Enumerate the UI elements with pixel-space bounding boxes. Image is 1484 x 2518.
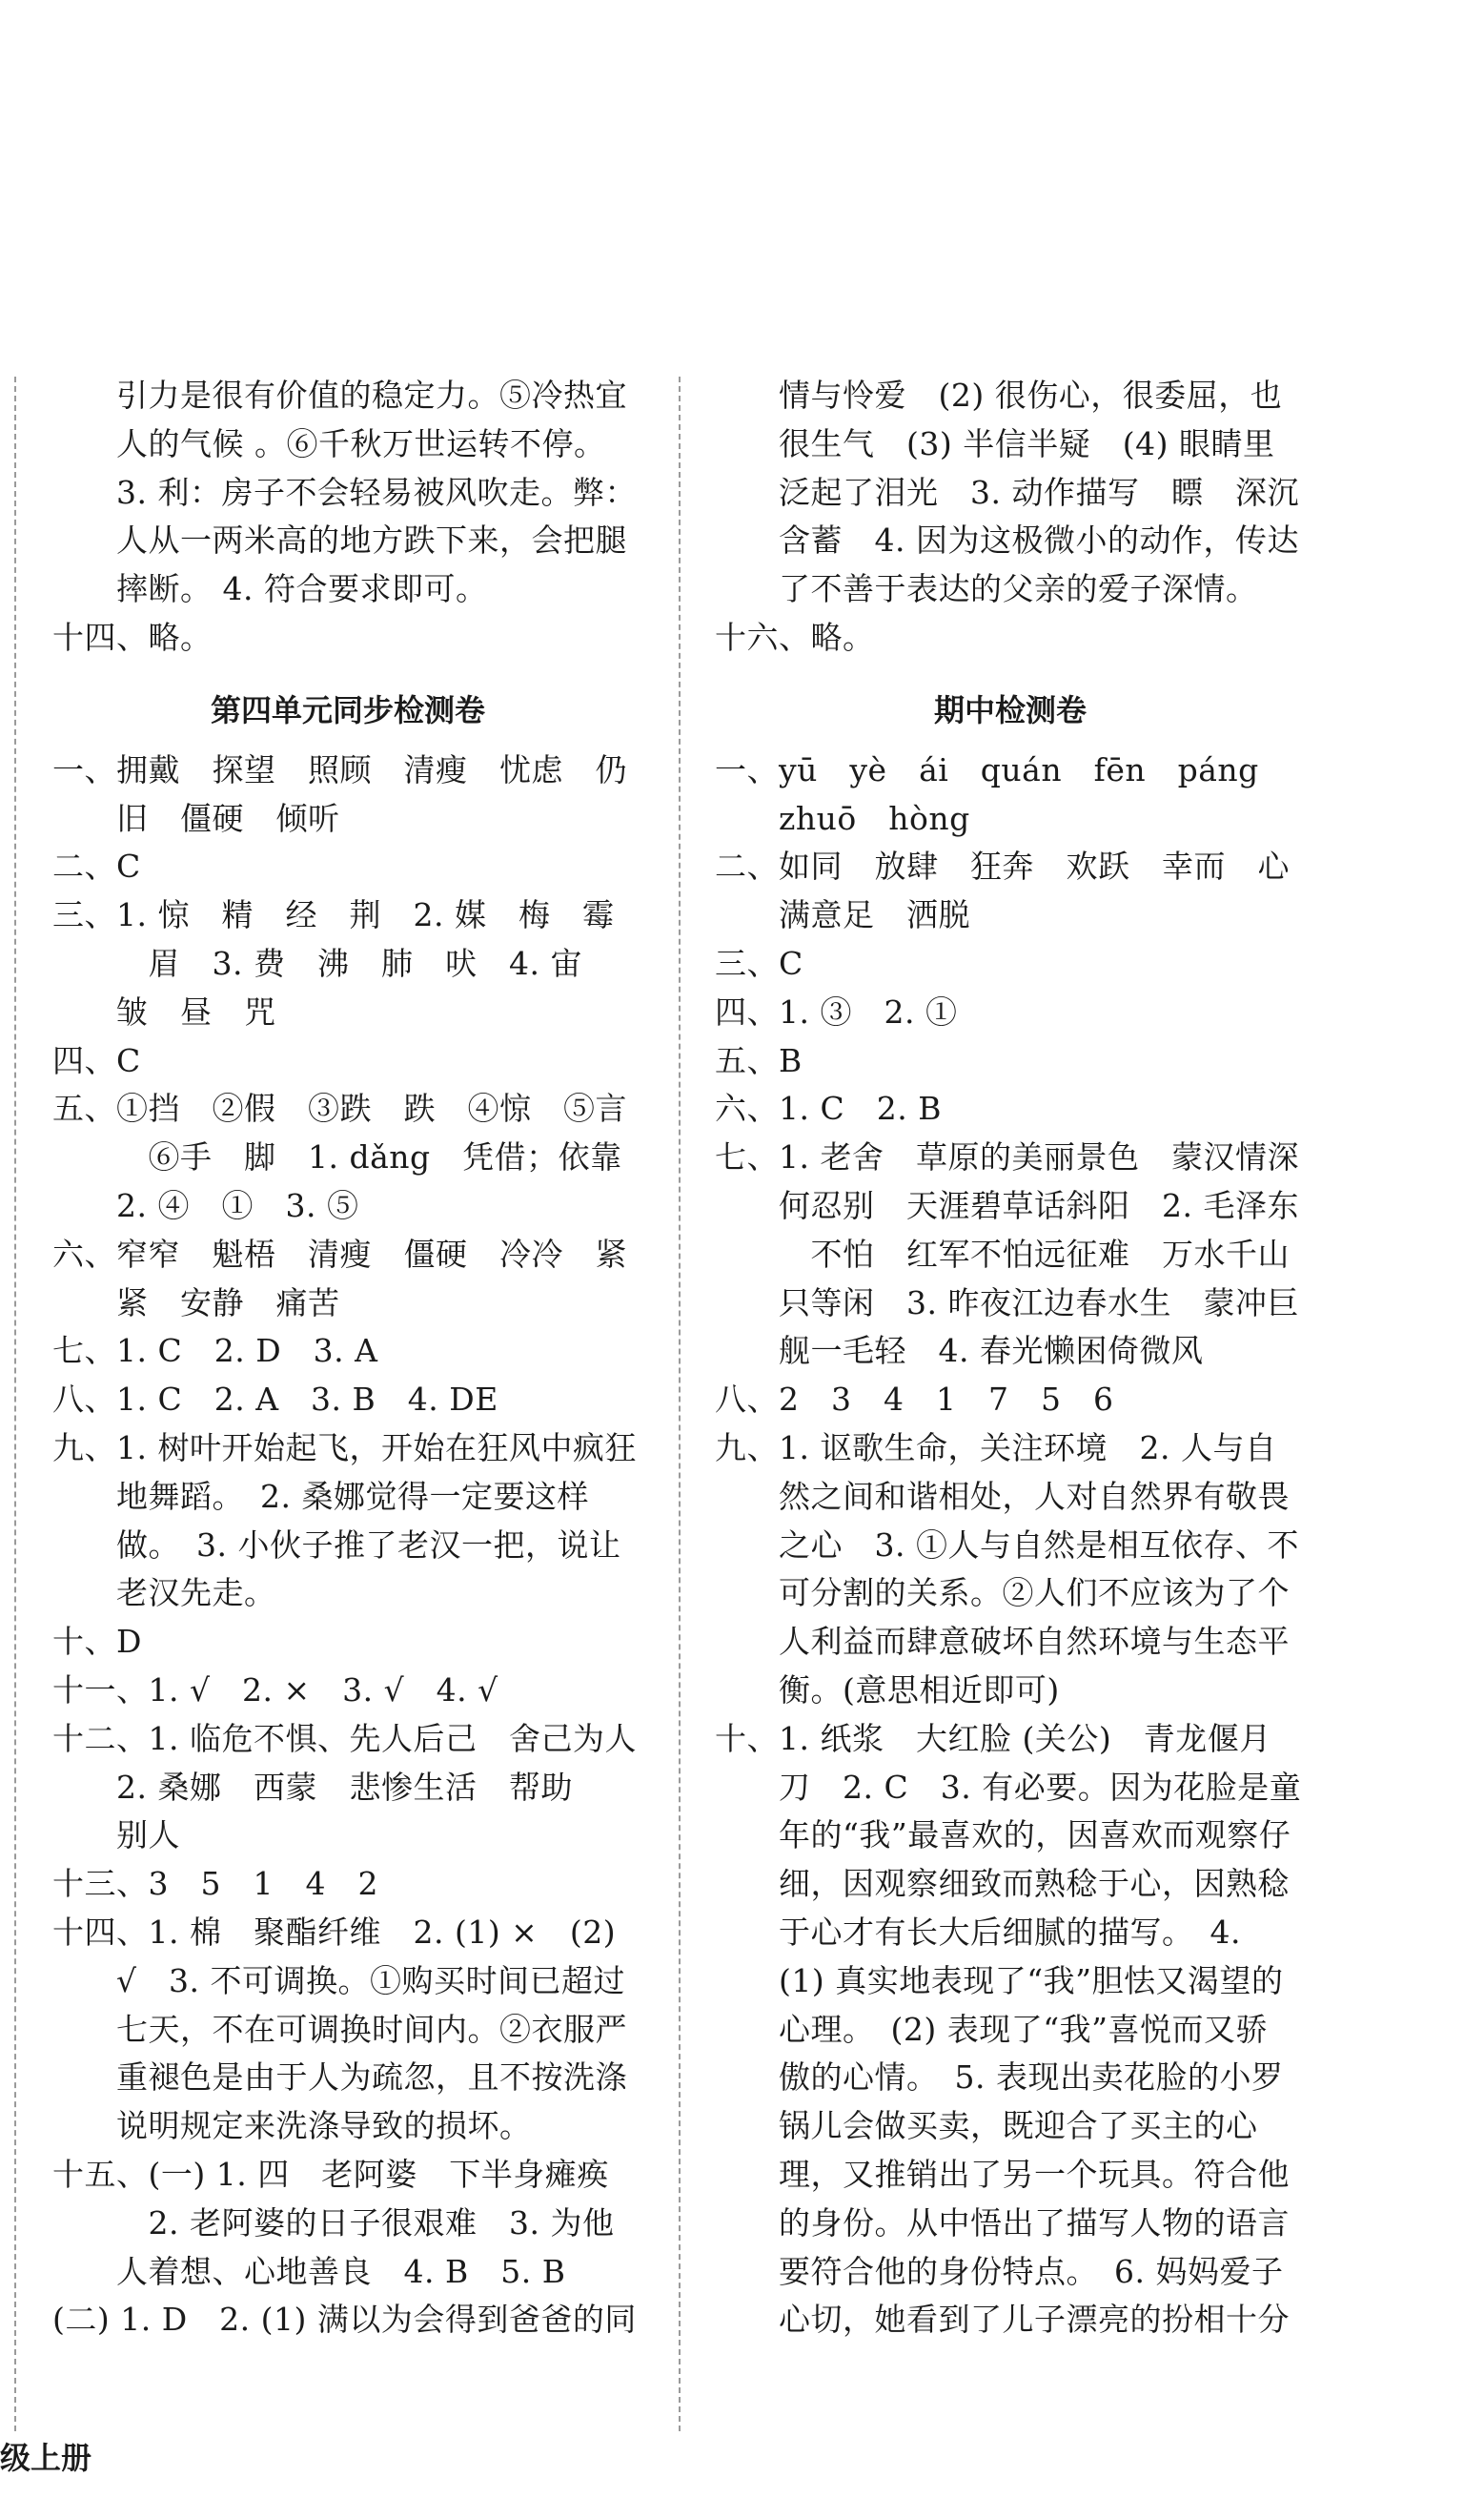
answer-line: 十三、3 5 1 4 2	[52, 1865, 378, 1903]
answer-line: 十二、1. 临危不惧、先人后己 舍己为人	[52, 1719, 637, 1757]
answer-line: 2. 老阿婆的日子很艰难 3. 为他	[52, 2203, 615, 2242]
answer-line: 细，因观察细致而熟稔于心，因熟稔	[715, 1865, 1290, 1903]
answer-line: 引力是很有价值的稳定力。⑤冷热宜	[52, 377, 627, 414]
answer-line: 十、1. 纸浆 大红脸 (关公) 青龙偃月	[715, 1719, 1271, 1757]
answer-line: 衡。(意思相近即可)	[715, 1671, 1060, 1709]
answer-line: 一、yū yè ái quán fēn páng	[715, 750, 1259, 788]
answer-line: 泛起了泪光 3. 动作描写 瞟 深沉	[715, 473, 1299, 511]
section-heading: 期中检测卷	[933, 691, 1087, 728]
answer-line: 一、拥戴 探望 照顾 清瘦 忧虑 仍	[52, 750, 627, 788]
answer-line: 了不善于表达的父亲的爱子深情。	[715, 570, 1258, 608]
answer-line: 的身份。从中悟出了描写人物的语言	[715, 2203, 1290, 2242]
answer-line: 八、2 3 4 1 7 5 6	[715, 1381, 1114, 1419]
answer-line: 然之间和谐相处，人对自然界有敬畏	[715, 1477, 1290, 1515]
answer-line: 含蓄 4. 因为这极微小的动作，传达	[715, 522, 1299, 560]
answer-line: 情与怜爱 (2) 很伤心，很委屈，也	[715, 377, 1283, 414]
answer-line: 六、窄窄 魁梧 清瘦 僵硬 冷冷 紧	[52, 1235, 627, 1273]
answer-line: 十、D	[52, 1623, 142, 1661]
column-divider	[679, 377, 681, 2431]
answer-line: 七天，不在可调换时间内。②衣服严	[52, 2010, 627, 2048]
answer-line: 说明规定来洗涤导致的损坏。	[52, 2107, 532, 2145]
answer-line: 做。 3. 小伙子推了老汉一把，说让	[52, 1525, 621, 1564]
answer-line: 舰一毛轻 4. 春光懒困倚微风	[715, 1332, 1204, 1370]
answer-line: (二) 1. D 2. (1) 满以为会得到爸爸的同	[52, 2301, 637, 2339]
answer-line: 三、1. 惊 精 经 荆 2. 媒 梅 霉	[52, 896, 615, 934]
answer-line: 十五、(一) 1. 四 老阿婆 下半身瘫痪	[52, 2156, 609, 2193]
footer-grade-label: 级上册	[0, 2440, 92, 2476]
answer-line: 何忍别 天涯碧草话斜阳 2. 毛泽东	[715, 1187, 1299, 1224]
answer-line: 二、如同 放肆 狂奔 欢跃 幸而 心	[715, 848, 1290, 886]
answer-line: 不怕 红军不怕远征难 万水千山	[715, 1235, 1290, 1273]
answer-line: 紧 安静 痛苦	[52, 1283, 340, 1321]
answer-line: 刀 2. C 3. 有必要。因为花脸是童	[715, 1768, 1302, 1806]
answer-line: 八、1. C 2. A 3. B 4. DE	[52, 1381, 498, 1419]
answer-line: 之心 3. ①人与自然是相互依存、不	[715, 1525, 1299, 1564]
answer-line: 十四、略。	[52, 619, 213, 656]
answer-line: 五、B	[715, 1041, 803, 1079]
section-heading: 第四单元同步检测卷	[210, 691, 485, 728]
answer-line: 2. 桑娜 西蒙 悲惨生活 帮助	[52, 1768, 573, 1806]
answer-line: ⑥手 脚 1. dǎng 凭借；依靠	[52, 1138, 622, 1177]
answer-line: 十四、1. 棉 聚酯纤维 2. (1) × (2)	[52, 1914, 617, 1951]
answer-line: 五、①挡 ②假 ③跌 跌 ④惊 ⑤言	[52, 1090, 627, 1128]
answer-line: 心切，她看到了儿子漂亮的扮相十分	[715, 2301, 1290, 2339]
answer-line: zhuō hòng	[715, 799, 970, 837]
answer-line: 2. ④ ① 3. ⑤	[52, 1187, 359, 1224]
answer-line: 地舞蹈。 2. 桑娜觉得一定要这样	[52, 1477, 589, 1515]
answer-line: 理，又推销出了另一个玩具。符合他	[715, 2156, 1290, 2193]
answer-line: 心理。 (2) 表现了“我”喜悦而又骄	[715, 2010, 1268, 2048]
answer-line: 九、1. 树叶开始起飞，开始在狂风中疯狂	[52, 1429, 637, 1466]
answer-line: 人的气候 。⑥千秋万世运转不停。	[52, 424, 606, 462]
answer-line: 老汉先走。	[52, 1574, 276, 1612]
answer-line: 七、1. 老舍 草原的美丽景色 蒙汉情深	[715, 1138, 1299, 1177]
answer-line: 傲的心情。 5. 表现出卖花脸的小罗	[715, 2058, 1284, 2097]
answer-line: 摔断。 4. 符合要求即可。	[52, 570, 488, 608]
column-divider	[14, 377, 16, 2431]
answer-line: 四、C	[52, 1041, 141, 1079]
answer-line: 皱 昼 咒	[52, 993, 276, 1031]
answer-line: 九、1. 讴歌生命，关注环境 2. 人与自	[715, 1429, 1277, 1466]
answer-line: 眉 3. 费 沸 肺 吠 4. 宙	[52, 945, 582, 982]
answer-line: 人从一两米高的地方跌下来，会把腿	[52, 522, 627, 560]
answer-line: 很生气 (3) 半信半疑 (4) 眼睛里	[715, 424, 1275, 462]
answer-line: 旧 僵硬 倾听	[52, 799, 340, 837]
answer-line: 别人	[52, 1816, 180, 1854]
answer-line: 人着想、心地善良 4. B 5. B	[52, 2252, 566, 2290]
answer-line: (1) 真实地表现了“我”胆怯又渴望的	[715, 1961, 1284, 1999]
answer-line: 于心才有长大后细腻的描写。 4.	[715, 1914, 1241, 1951]
answer-line: 满意足 洒脱	[715, 896, 970, 934]
answer-line: 要符合他的身份特点。 6. 妈妈爱子	[715, 2252, 1284, 2290]
answer-line: 四、1. ③ 2. ①	[715, 993, 958, 1031]
answer-line: 六、1. C 2. B	[715, 1090, 942, 1128]
answer-line: 十六、略。	[715, 619, 875, 656]
answer-line: 3. 利：房子不会轻易被风吹走。弊：	[52, 473, 637, 511]
answer-line: 锅儿会做买卖，既迎合了买主的心	[715, 2107, 1258, 2145]
answer-line: 三、C	[715, 945, 803, 982]
answer-line: 二、C	[52, 848, 141, 886]
answer-line: 重褪色是由于人为疏忽，且不按洗涤	[52, 2058, 627, 2097]
answer-line: 年的“我”最喜欢的，因喜欢而观察仔	[715, 1816, 1291, 1854]
answer-line: 只等闲 3. 昨夜江边春水生 蒙冲巨	[715, 1283, 1299, 1321]
answer-line: 七、1. C 2. D 3. A	[52, 1332, 378, 1370]
answer-line: 十一、1. √ 2. × 3. √ 4. √	[52, 1671, 498, 1709]
answer-line: 人利益而肆意破坏自然环境与生态平	[715, 1623, 1290, 1661]
answer-line: 可分割的关系。②人们不应该为了个	[715, 1574, 1290, 1612]
answer-line: √ 3. 不可调换。①购买时间已超过	[52, 1961, 626, 1999]
